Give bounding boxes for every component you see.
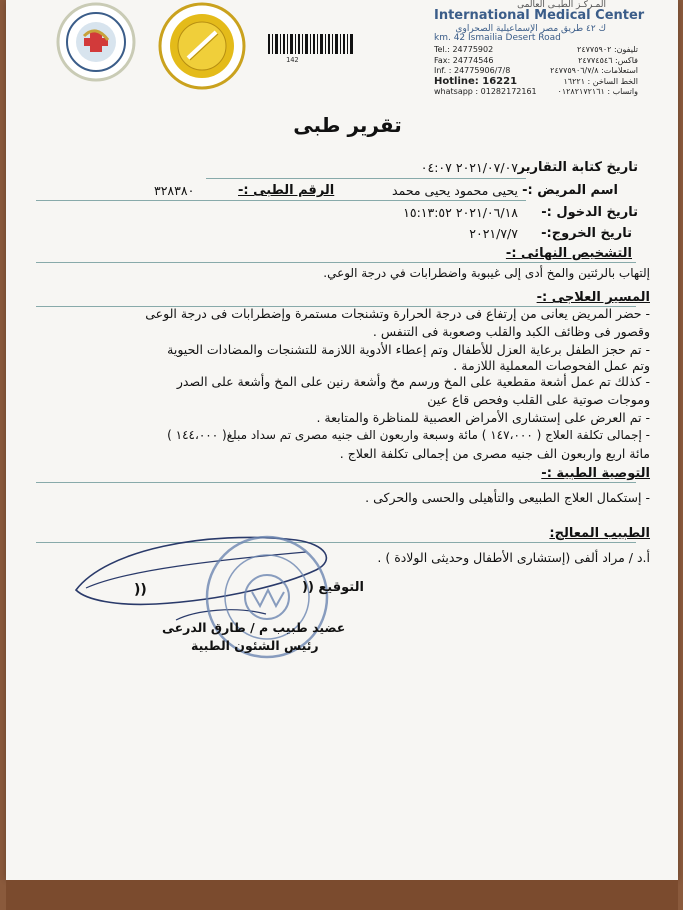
course-line: - تم حجز الطفل برعاية العزل للأطفال وتم إعطاء الأدوية اللازمة للتشنجات والمضادات الحيوية <box>167 342 650 357</box>
barcode-number: 142 <box>286 56 299 64</box>
contact-tel: Tel.: 24775902 <box>434 45 494 54</box>
admission-date-label: تاريخ الدخول :- <box>541 205 638 220</box>
course-line: وقصور فى وظائف الكبد والقلب وصعوبة فى التنفس . <box>372 324 650 339</box>
course-line: - حضر المريض يعانى من إرتفاع فى درجة الحرارة وتشنجات مستمرة وإضطرابات فى درجة الوعى <box>145 306 650 321</box>
contact-ar-hotline: الخط الساخن : ١٦٢٢١ <box>563 76 638 86</box>
contact-inf: Inf. : 24775906/7/8 <box>434 66 511 75</box>
contact-whatsapp: whatsapp : 01282172161 <box>434 87 537 96</box>
report-date-label: تاريخ كتابة التقارير <box>517 160 638 175</box>
quality-seal-icon <box>156 0 248 92</box>
course-line: وتم عمل الفحوصات المعملية اللازمة . <box>453 358 650 373</box>
contact-ar-fax: فاكس: ٢٤٧٧٤٥٤٦ <box>578 55 638 65</box>
divider <box>206 178 526 179</box>
report-date-value: ٢٠٢١/٠٧/٠٧ ٠٤:٠٧ <box>420 160 518 175</box>
course-line: - تم العرض على إستشارى الأمراض العصبية للمناظرة والمتابعة . <box>316 410 650 425</box>
course-line: مائة اربع واربعون الف جنيه مصرى من إجمالى تكلفة العلاج . <box>339 446 650 461</box>
divider <box>36 482 636 483</box>
medical-number-label: الرقم الطبى :- <box>238 183 335 198</box>
course-line: - كذلك تم عمل أشعة مقطعية على المخ ورسم مخ وأشعة رنين على المخ وأشعة على الصدر <box>176 374 650 389</box>
contact-hotline: Hotline: 16221 <box>434 75 518 87</box>
contact-english <box>434 45 537 98</box>
diagnosis-text: إلتهاب بالرئتين والمخ أدى إلى غيبوبة واضطرابات في درجة الوعي. <box>323 266 650 280</box>
desk-surface <box>6 880 678 910</box>
header-arabic-name: المـركـز الطبـى العالمى <box>517 0 606 10</box>
recommendation-text: - إستكمال العلاج الطبيعى والتأهيلى والحسى والحركى . <box>365 490 650 505</box>
report-title: تقرير طبى <box>293 113 402 137</box>
signature-label: التوقيع (( <box>302 580 364 595</box>
report-paper <box>6 0 678 880</box>
header-english-address: km. 42 Ismailia Desert Road <box>434 33 561 43</box>
course-line: وموجات صوتية على القلب وفحص قاع عين <box>427 392 650 407</box>
discharge-date-value: ٢٠٢١/٧/٧ <box>469 226 518 241</box>
course-label: المسير العلاجى :- <box>536 290 650 305</box>
doctor-label: الطبيب المعالج: <box>549 526 650 541</box>
medical-number-value: ٣٢٨٣٨٠ <box>154 183 195 198</box>
diagnosis-label: التشخيص النهائى :- <box>505 246 632 261</box>
contact-ar-whatsapp: واتساب : ٠١٢٨٢١٧٢١٦١ <box>557 87 638 96</box>
course-line: - إجمالى تكلفة العلاج ( ١٤٧،٠٠٠ ) مائة وسبعة واربعون الف جنيه مصرى تم سداد مبلغ( ١٤٤،٠٠٠ ) <box>167 428 650 442</box>
divider <box>36 262 636 263</box>
recommendation-label: التوصية الطبية :- <box>541 466 650 481</box>
contact-fax: Fax: 24774546 <box>434 55 494 65</box>
patient-name-value: يحيى محمود يحيى محمد <box>392 183 518 198</box>
imc-logo-icon <box>50 2 142 82</box>
doctor-text: أ.د / مراد ألفى (إستشارى الأطفال وحديثى الولادة ) . <box>377 550 650 565</box>
signature-closing: )) <box>134 582 147 598</box>
contact-ar-inf: استعلامات: ٢٤٧٧٥٩٠٦/٧/٨ <box>550 66 638 75</box>
divider <box>36 200 526 201</box>
contact-arabic <box>550 45 638 98</box>
patient-name-label: اسم المريض :- <box>522 183 618 198</box>
contact-ar-tel: تليفون: ٢٤٧٧٥٩٠٢ <box>577 45 638 54</box>
barcode-icon <box>266 32 358 58</box>
signer-name: عضيد طبيب م / طارق الدرعى <box>162 620 346 635</box>
admission-date-value: ٢٠٢١/٠٦/١٨ ١٥:١٣:٥٢ <box>403 205 518 220</box>
header-arabic-address: ك ٤٢ طريق مصر الإسماعيلية الصحراوى <box>455 24 606 34</box>
header-english-name: International Medical Center <box>434 8 645 23</box>
signer-role: رئيس الشئون الطبية <box>191 638 319 653</box>
discharge-date-label: تاريخ الخروج:- <box>541 226 632 241</box>
